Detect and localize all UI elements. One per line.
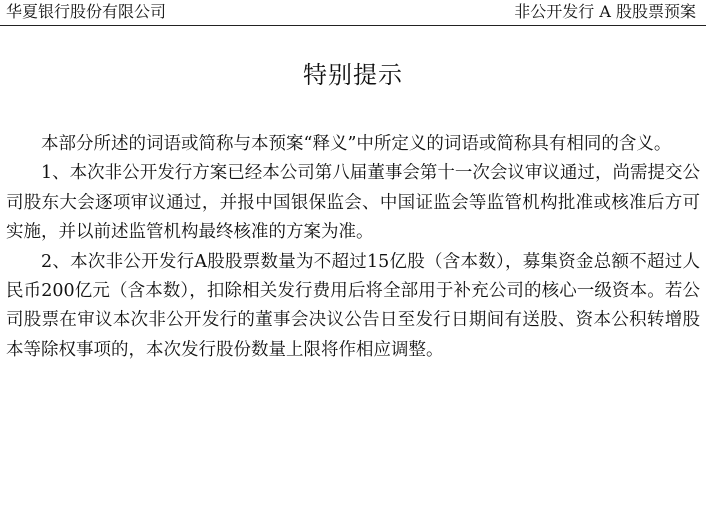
document-body xyxy=(6,130,700,365)
header-company-name: 华夏银行股份有限公司 xyxy=(6,2,167,21)
section-title: 特别提示 xyxy=(303,61,403,89)
page-header xyxy=(0,0,706,26)
header-document-title: 非公开发行 A 股股票预案 xyxy=(514,2,696,21)
paragraph-item-1: 1、本次非公开发行方案已经本公司第八届董事会第十一次会议审议通过，尚需提交公司股东大会逐项审议通过，并报中国银保监会、中国证监会等监管机构批准或核准后方可实施，并以前述监管机构最终核准的方案为准。 xyxy=(6,163,700,243)
paragraph-item-2: 2、本次非公开发行A股股票数量为不超过15亿股（含本数），募集资金总额不超过人民币200亿元（含本数），扣除相关发行费用后将全部用于补充公司的核心一级资本。若公司股票在审议本次非公开发行的董事会决议公告日至发行日期间有送股、资本公积转增股本等除权事项的，本次发行股份数量上限将作相应调整。 xyxy=(6,251,700,360)
paragraph-definitions: 本部分所述的词语或简称与本预案“释义”中所定义的词语或简称具有相同的含义。 xyxy=(41,134,672,154)
